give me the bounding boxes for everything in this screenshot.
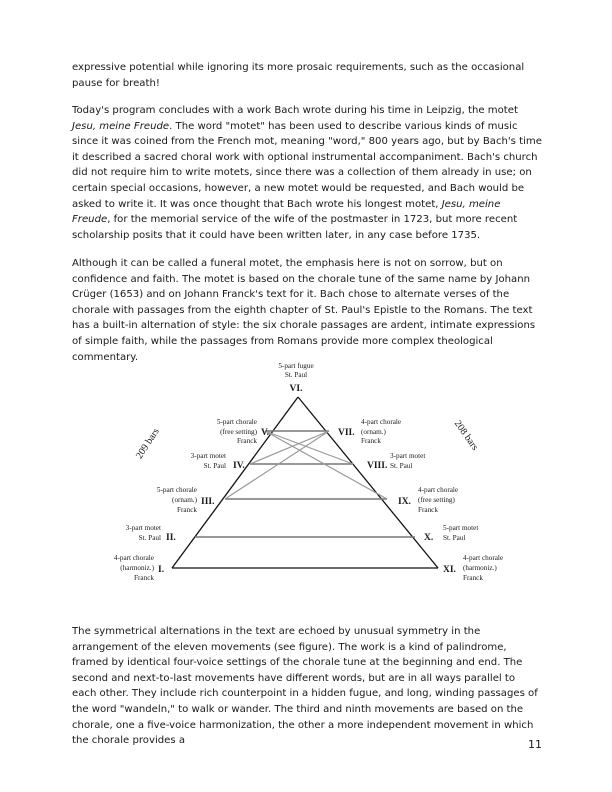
mvt7-desc-3: Franck bbox=[361, 437, 381, 445]
mvt5-desc-1: 5-part chorale bbox=[216, 418, 257, 426]
paragraph-continuation: expressive potential while ignoring its more prosaic requirements, such as the occasional pause for breath! bbox=[72, 62, 525, 89]
mvt7-numeral: VII. bbox=[338, 428, 355, 438]
mvt1-desc-2: (harmoniz.) bbox=[120, 564, 154, 572]
mvt4-desc-1: 3-part motet bbox=[190, 452, 226, 460]
mvt11-desc-1: 4-part chorale bbox=[463, 554, 504, 562]
p2-text-b: . The word "motet" has been used to describe various kinds of music since it was coined from the French mot, meaning "word," 800 years ago, but by Bach's time it described a sacred choral work with optional instrumental accompaniment. Bach's church did not require him to write motets, since there was a collection of them already in use; on certain special occasions, however, a new motet would be requested, and Bach would be asked to write it. It was once thought that Bach wrote his longest motet, bbox=[72, 120, 542, 210]
paragraph-symmetry: The symmetrical alternations in the text are echoed by unusual symmetry in the arrangement of the eleven movements (see figure). The work is a kind of palindrome, framed by identical four-voice settings of the chorale tune at the beginning and end. The second and next-to-last movements have different words, but are in all ways parallel to each other. They include rich counterpoint in a hidden fugue, and long, winding passages of the word "wandeln," to walk or wander. The third and ninth movements are based on the chorale, one a five-voice harmonization, the other a more independent movement in which the chorale provides a bbox=[72, 626, 538, 747]
mvt2-desc-2: St. Paul bbox=[138, 534, 161, 542]
mvt3-desc-2: (ornam.) bbox=[172, 496, 197, 504]
bars-right-label: 208 bars bbox=[451, 418, 481, 453]
motet-structure-figure bbox=[72, 354, 542, 589]
paragraph-funeral-motet: Although it can be called a funeral motet, the emphasis here is not on sorrow, but on confidence and faith. The motet is based on the chorale tune of the same name by Johann Crüger (1653) and on Johann Franck's text for it. Bach chose to alternate verses of the chorale with passages from the eighth chapter of St. Paul's Epistle to the Romans. The text has a built-in alternation of style: the six chorale passages are ardent, intimate expressions of simple faith, while the passages from Romans provide more complex theological commentary. bbox=[72, 258, 536, 363]
mvt8-desc-2: St. Paul bbox=[390, 462, 413, 470]
mvt4-desc-2: St. Paul bbox=[203, 462, 226, 470]
mvt1-desc-1: 4-part chorale bbox=[113, 554, 154, 562]
p2-text-a: Today's program concludes with a work Bach wrote during his time in Leipzig, the motet bbox=[72, 105, 518, 116]
page-number: 11 bbox=[528, 738, 542, 751]
mvt5-desc-3: Franck bbox=[237, 437, 257, 445]
mvt9-desc-2: (free setting) bbox=[418, 496, 455, 504]
mvt9-desc-3: Franck bbox=[418, 506, 438, 514]
work-title: Jesu, meine Freude bbox=[72, 120, 170, 132]
mvt11-desc-2: (harmoniz.) bbox=[463, 564, 497, 572]
mvt10-desc-2: St. Paul bbox=[443, 534, 466, 542]
mvt11-numeral: XI. bbox=[443, 565, 456, 575]
mvt3-numeral: III. bbox=[201, 497, 215, 507]
mvt9-numeral: IX. bbox=[398, 497, 411, 507]
mvt2-desc-1: 3-part motet bbox=[125, 524, 161, 532]
mvt3-desc-3: Franck bbox=[177, 506, 197, 514]
mvt11-desc-3: Franck bbox=[463, 574, 483, 582]
mvt8-numeral: VIII. bbox=[367, 461, 388, 471]
bars-left-label: 209 bars bbox=[133, 426, 162, 461]
mvt6-numeral: VI. bbox=[289, 384, 303, 394]
paragraph-program-intro bbox=[72, 103, 542, 243]
mvt7-desc-2: (ornam.) bbox=[361, 428, 386, 436]
work-title: Jesu, meine Freude bbox=[72, 198, 501, 226]
mvt3-desc-1: 5-part chorale bbox=[156, 486, 197, 494]
mvt10-numeral: X. bbox=[424, 533, 434, 543]
mvt4-numeral: IV. bbox=[233, 461, 245, 471]
mvt10-desc-1: 5-part motet bbox=[443, 524, 479, 532]
mvt2-numeral: II. bbox=[166, 533, 176, 543]
mvt1-numeral: I. bbox=[158, 565, 165, 575]
mvt8-desc-1: 3-part motet bbox=[390, 452, 426, 460]
mvt7-desc-1: 4-part chorale bbox=[361, 418, 402, 426]
mvt6-desc-1: 5-part fugue bbox=[278, 362, 314, 370]
mvt9-desc-1: 4-part chorale bbox=[418, 486, 459, 494]
p2-text-c: , for the memorial service of the wife of the postmaster in 1723, but more recent scholarship posits that it could have been written later, in any case before 1735. bbox=[72, 214, 518, 241]
mvt5-numeral: V. bbox=[261, 428, 270, 438]
mvt6-desc-2: St. Paul bbox=[284, 371, 308, 379]
mvt1-desc-3: Franck bbox=[134, 574, 154, 582]
mvt5-desc-2: (free setting) bbox=[220, 428, 257, 436]
